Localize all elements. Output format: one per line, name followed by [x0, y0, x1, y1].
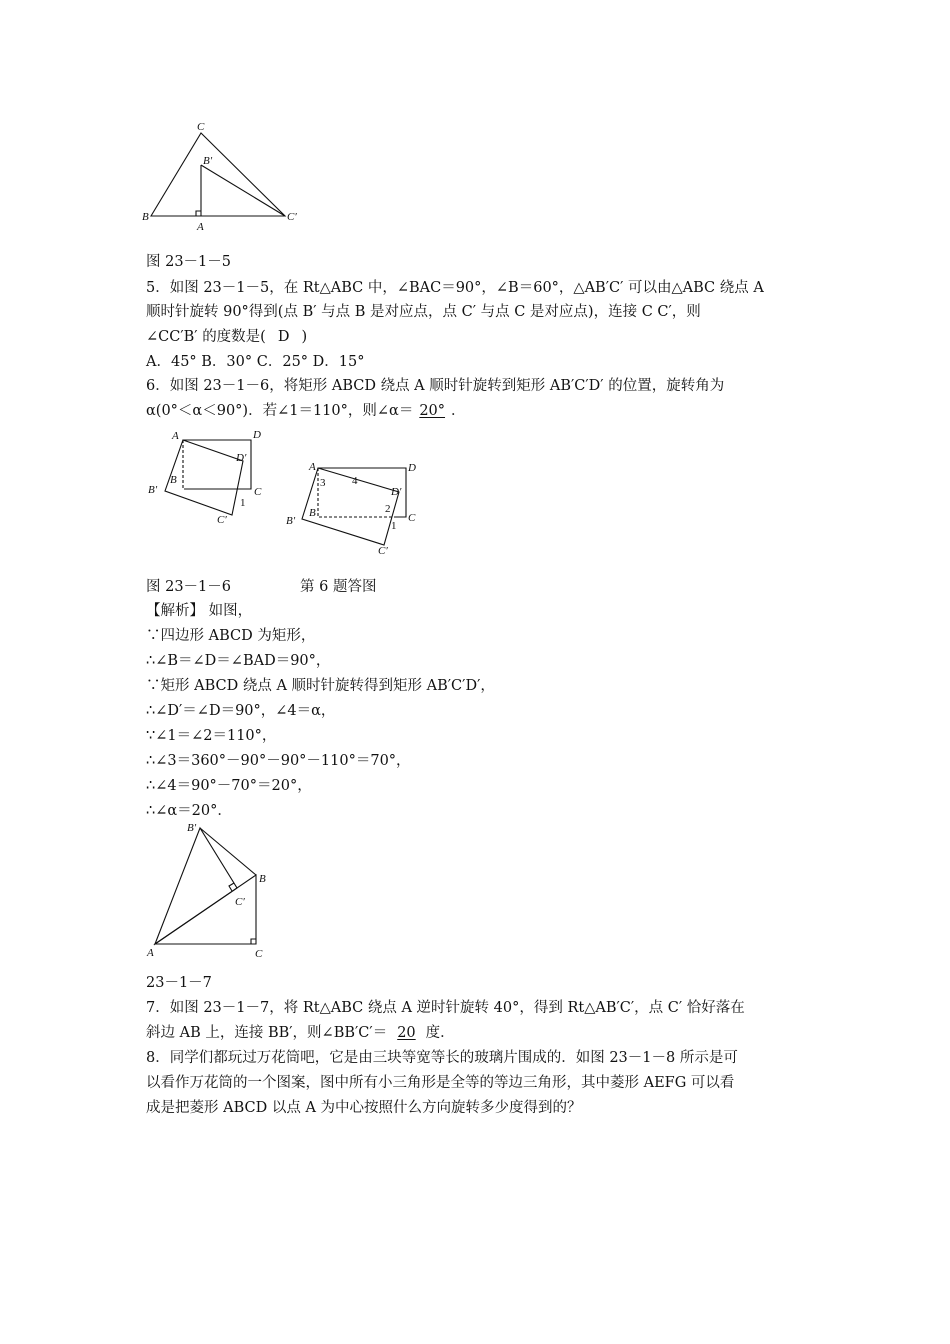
segment-bb1 [200, 828, 256, 875]
label-b: B [142, 211, 149, 223]
label-d-prime: D′ [391, 486, 402, 498]
q6-answer: 20° [419, 403, 446, 419]
right-angle-mark [196, 211, 201, 216]
label-a: A [309, 461, 316, 473]
label-angle-3: 3 [320, 477, 326, 489]
right-angle-mark-c [251, 939, 256, 944]
q5-line-1: 5．如图 23－1－5，在 Rt△ABC 中，∠BAC＝90°，∠B＝60°，△AB′C′ 可以由△ABC 绕点 A [146, 280, 764, 296]
right-angle-mark-c1 [229, 883, 234, 891]
q7-line-1: 7．如图 23－1－7，将 Rt△ABC 绕点 A 逆时针旋转 40°，得到 Rt△AB′C′，点 C′ 恰好落在 [146, 1000, 745, 1016]
label-c: C [197, 121, 205, 133]
label-b: B [259, 873, 266, 885]
q7-answer: 20 [397, 1025, 416, 1041]
segment-b1c1 [201, 165, 285, 216]
q6-line-2-end: ． [451, 403, 466, 419]
q6-line-1: 6．如图 23－1－6，将矩形 ABCD 绕点 A 顺时针旋转到矩形 AB′C′D′ 的位置，旋转角为 [146, 378, 725, 394]
q5-options: A．45° B．30° C．25° D．15° [146, 354, 365, 370]
q5-answer: D [277, 329, 290, 345]
label-a: A [197, 221, 204, 233]
figure-q6-answer [282, 455, 432, 565]
label-c-prime: C′ [235, 896, 245, 908]
label-c: C [254, 486, 262, 498]
q7-line-2 [146, 1023, 455, 1043]
q7-line-2-end: 度． [425, 1025, 455, 1041]
label-d-prime: D′ [236, 452, 247, 464]
figure-23-1-6 [145, 425, 270, 530]
analysis-line: 【解析】 如图， [146, 603, 253, 619]
q8-line-3: 成是把菱形 ABCD 以点 A 为中心按照什么方向旋转多少度得到的？ [146, 1100, 582, 1116]
figure-23-1-7 [145, 820, 275, 965]
analysis-line: ∴∠α＝20°． [146, 803, 232, 819]
analysis-line: ∵矩形 ABCD 绕点 A 顺时针旋转得到矩形 AB′C′D′， [146, 678, 495, 694]
triangle-ab1c1 [155, 828, 237, 944]
analysis-line: ∴∠B＝∠D＝∠BAD＝90°， [146, 653, 331, 669]
label-angle-2: 2 [385, 503, 391, 515]
label-a: A [172, 430, 179, 442]
rectangle-abcd-solid [183, 440, 251, 489]
analysis-line: ∴∠3＝360°－90°－90°－110°＝70°， [146, 753, 411, 769]
analysis-line: ∴∠D′＝∠D＝90°，∠4＝α， [146, 703, 336, 719]
figure-caption-23-1-7: 23－1－7 [146, 975, 212, 991]
label-angle-1: 1 [240, 497, 246, 509]
label-b-prime: B′ [187, 822, 197, 834]
label-angle-1: 1 [391, 520, 397, 532]
q5-line-2: 顺时针旋转 90°得到(点 B′ 与点 B 是对应点，点 C′ 与点 C 是对应点)，连接 C C′，则 [146, 304, 701, 320]
analysis-line: ∵四边形 ABCD 为矩形， [146, 628, 316, 644]
label-c: C [255, 948, 263, 960]
label-b: B [309, 507, 316, 519]
label-b: B [170, 474, 177, 486]
q6-line-2-text: α(0°＜α＜90°)．若∠1＝110°，则∠α＝ [146, 403, 414, 419]
label-d: D [253, 429, 261, 441]
q5-line-3-text: ∠CC′B′ 的度数是( [146, 329, 266, 345]
label-c-prime: C′ [217, 514, 227, 526]
label-c-prime: C′ [378, 545, 388, 557]
q5-line-3-end: ) [301, 329, 308, 345]
q5-line-3 [146, 327, 307, 347]
rectangle-abcd-dashed [183, 440, 185, 489]
q8-line-2: 以看作万花筒的一个图案，图中所有小三角形是全等的等边三角形，其中菱形 AEFG 可以看 [146, 1075, 735, 1091]
analysis-line: ∵∠1＝∠2＝110°， [146, 728, 277, 744]
label-c: C [408, 512, 416, 524]
figure-23-1-5 [140, 120, 310, 235]
q6-line-2 [146, 401, 466, 421]
figure-caption-23-1-6: 图 23－1－6 [146, 579, 232, 595]
q8-line-1: 8．同学们都玩过万花筒吧，它是由三块等宽等长的玻璃片围成的．如图 23－1－8 所示是可 [146, 1050, 738, 1066]
figure-caption-23-1-5: 图 23－1－5 [146, 254, 232, 270]
label-angle-4: 4 [352, 475, 358, 487]
label-a: A [147, 947, 154, 959]
analysis-line: ∴∠4＝90°－70°＝20°， [146, 778, 312, 794]
q7-line-2-text: 斜边 AB 上，连接 BB′，则∠BB′C′＝ [146, 1025, 388, 1041]
label-b-prime: B′ [148, 484, 158, 496]
label-b-prime: B′ [286, 515, 296, 527]
label-c-prime: C′ [287, 211, 297, 223]
label-b-prime: B′ [203, 155, 213, 167]
label-d: D [408, 462, 416, 474]
figure-caption-q6-answer: 第 6 题答图 [300, 579, 377, 595]
